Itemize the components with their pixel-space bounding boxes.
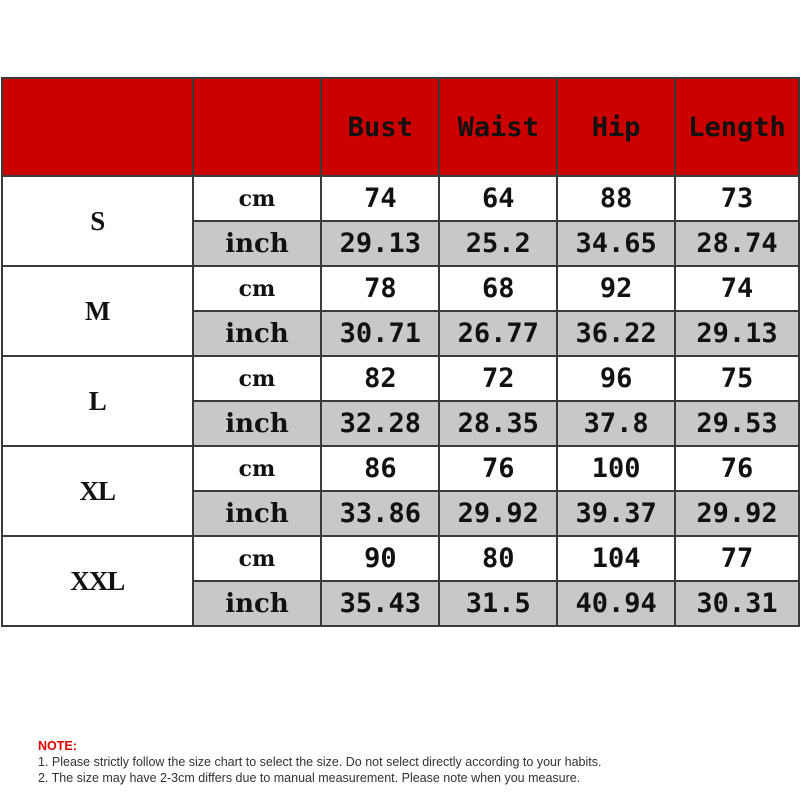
bust-value: 86 [321, 446, 439, 491]
waist-value: 25.2 [439, 221, 557, 266]
table-row-cm [2, 176, 799, 221]
waist-value: 29.92 [439, 491, 557, 536]
header-bust: Bust [321, 78, 439, 176]
size-label: XXL [2, 536, 193, 626]
table-row-cm [2, 266, 799, 311]
hip-value: 92 [557, 266, 675, 311]
unit-label: inch [193, 221, 322, 266]
waist-value: 64 [439, 176, 557, 221]
hip-value: 104 [557, 536, 675, 581]
waist-value: 72 [439, 356, 557, 401]
bust-value: 29.13 [321, 221, 439, 266]
length-value: 73 [675, 176, 799, 221]
size-label: XL [2, 446, 193, 536]
hip-value: 100 [557, 446, 675, 491]
length-value: 29.92 [675, 491, 799, 536]
length-value: 28.74 [675, 221, 799, 266]
note-block [38, 738, 601, 786]
length-value: 75 [675, 356, 799, 401]
table-row-cm [2, 536, 799, 581]
header-length: Length [675, 78, 799, 176]
length-value: 29.13 [675, 311, 799, 356]
header-unit-cell [193, 78, 322, 176]
hip-value: 34.65 [557, 221, 675, 266]
unit-label: cm [193, 446, 322, 491]
bust-value: 35.43 [321, 581, 439, 626]
unit-label: cm [193, 356, 322, 401]
note-title: NOTE: [38, 739, 77, 753]
bust-value: 82 [321, 356, 439, 401]
size-label: L [2, 356, 193, 446]
length-value: 74 [675, 266, 799, 311]
hip-value: 40.94 [557, 581, 675, 626]
bust-value: 74 [321, 176, 439, 221]
note-line: 2. The size may have 2-3cm differs due to manual measurement. Please note when you measure. [38, 771, 581, 785]
bust-value: 33.86 [321, 491, 439, 536]
bust-value: 78 [321, 266, 439, 311]
size-label: M [2, 266, 193, 356]
unit-label: inch [193, 581, 322, 626]
waist-value: 31.5 [439, 581, 557, 626]
note-line: 1. Please strictly follow the size chart to select the size. Do not select directly according to your habits. [38, 755, 602, 769]
length-value: 76 [675, 446, 799, 491]
header-hip: Hip [557, 78, 675, 176]
hip-value: 39.37 [557, 491, 675, 536]
hip-value: 37.8 [557, 401, 675, 446]
header-size-cell [2, 78, 193, 176]
size-label: S [2, 176, 193, 266]
length-value: 30.31 [675, 581, 799, 626]
length-value: 29.53 [675, 401, 799, 446]
waist-value: 80 [439, 536, 557, 581]
table-row-cm [2, 446, 799, 491]
bust-value: 32.28 [321, 401, 439, 446]
bust-value: 90 [321, 536, 439, 581]
unit-label: cm [193, 536, 322, 581]
hip-value: 88 [557, 176, 675, 221]
hip-value: 96 [557, 356, 675, 401]
size-chart-table [1, 77, 800, 627]
waist-value: 28.35 [439, 401, 557, 446]
length-value: 77 [675, 536, 799, 581]
header-waist: Waist [439, 78, 557, 176]
waist-value: 76 [439, 446, 557, 491]
bust-value: 30.71 [321, 311, 439, 356]
unit-label: inch [193, 311, 322, 356]
table-row-cm [2, 356, 799, 401]
waist-value: 68 [439, 266, 557, 311]
hip-value: 36.22 [557, 311, 675, 356]
unit-label: cm [193, 266, 322, 311]
unit-label: inch [193, 401, 322, 446]
header-row [2, 78, 799, 176]
waist-value: 26.77 [439, 311, 557, 356]
unit-label: cm [193, 176, 322, 221]
unit-label: inch [193, 491, 322, 536]
